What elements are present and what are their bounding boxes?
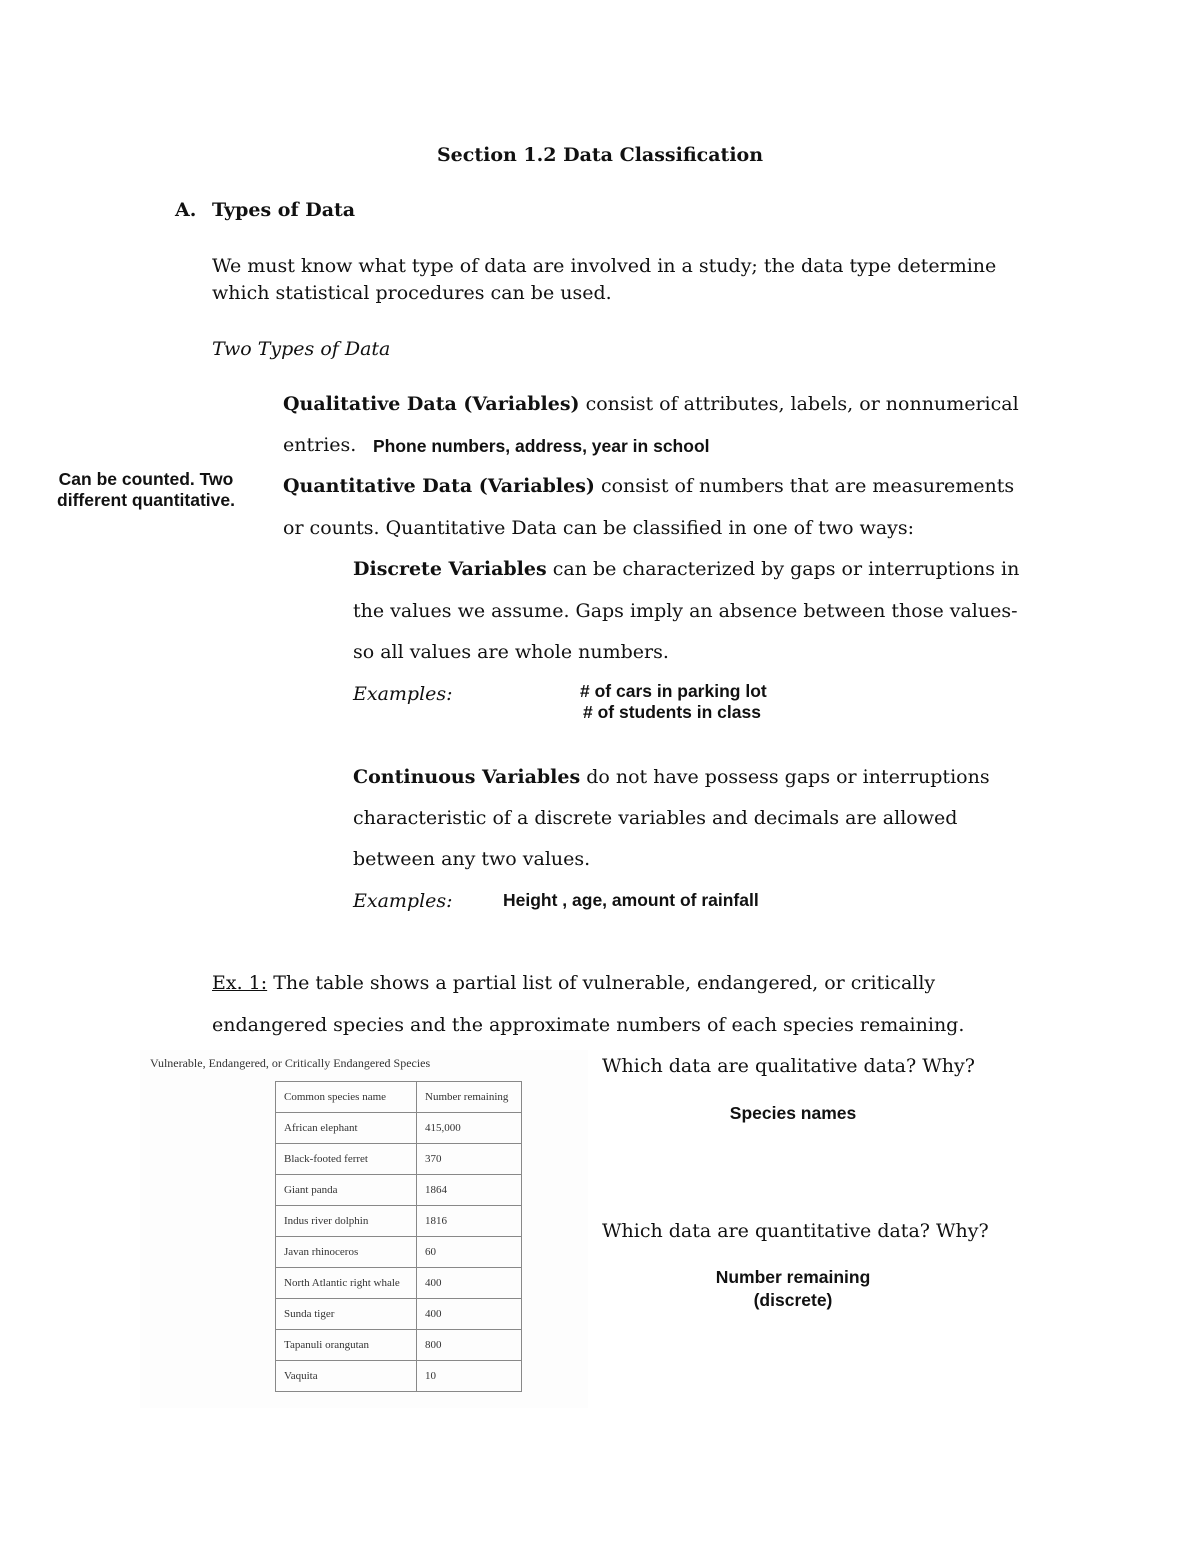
answer-quantitative: Number remaining (discrete) (715, 1267, 871, 1310)
question-quantitative: Which data are quantitative data? Why? (602, 1220, 989, 1242)
intro-line-2: which statistical procedures can be used. (212, 282, 612, 304)
continuous-definition-line-2: characteristic of a discrete variables and decimals are allowed (353, 807, 958, 829)
number-remaining-cell: 800 (417, 1330, 522, 1361)
example-1-intro-line-2: endangered species and the approximate numbers of each species remaining. (212, 1014, 965, 1036)
species-name-cell: Vaquita (276, 1361, 417, 1392)
number-remaining-cell: 1816 (417, 1206, 522, 1237)
intro-line-1: We must know what type of data are involved in a study; the data type determine (212, 255, 997, 277)
table-row (276, 1113, 522, 1144)
discrete-example-2: # of students in class (583, 702, 761, 722)
number-remaining-cell: 1864 (417, 1175, 522, 1206)
two-types-label: Two Types of Data (212, 338, 391, 360)
example-1-intro: Ex. 1: The table shows a partial list of vulnerable, endangered, or critically (212, 972, 936, 994)
quantitative-definition: Quantitative Data (Variables) consist of numbers that are measurements (283, 475, 1015, 497)
table-row (276, 1144, 522, 1175)
column-header: Common species name (276, 1082, 417, 1113)
discrete-definition-line-3: so all values are whole numbers. (353, 641, 669, 663)
species-table-figure (140, 1050, 588, 1408)
margin-note: Can be counted. Two different quantitative. (57, 469, 235, 510)
qualitative-term: Qualitative Data (Variables) (283, 393, 580, 415)
discrete-definition-line-2: the values we assume. Gaps imply an absence between those values- (353, 600, 1018, 622)
species-name-cell: Giant panda (276, 1175, 417, 1206)
species-name-cell: Black-footed ferret (276, 1144, 417, 1175)
number-remaining-cell: 415,000 (417, 1113, 522, 1144)
table-row (276, 1237, 522, 1268)
section-heading (175, 199, 196, 221)
quantitative-term: Quantitative Data (Variables) (283, 475, 595, 497)
answer-qualitative: Species names (729, 1103, 857, 1123)
table-header-row (276, 1082, 522, 1113)
page-title: Section 1.2 Data Classification (436, 144, 764, 166)
table-row (276, 1330, 522, 1361)
number-remaining-cell: 370 (417, 1144, 522, 1175)
continuous-examples-label: Examples: (353, 890, 453, 912)
species-name-cell: Javan rhinoceros (276, 1237, 417, 1268)
continuous-examples: Height , age, amount of rainfall (503, 890, 759, 910)
table-row (276, 1206, 522, 1237)
discrete-definition: Discrete Variables can be characterized by gaps or interruptions in (353, 558, 1020, 580)
example-label: Ex. 1: (212, 972, 268, 994)
species-name-cell: Tapanuli orangutan (276, 1330, 417, 1361)
number-remaining-cell: 60 (417, 1237, 522, 1268)
section-heading-text: Types of Data (212, 199, 356, 221)
table-row (276, 1268, 522, 1299)
table-caption: Vulnerable, Endangered, or Critically Endangered Species (150, 1056, 431, 1070)
heading-marker: A. (175, 199, 197, 221)
species-name-cell: Sunda tiger (276, 1299, 417, 1330)
number-remaining-cell: 10 (417, 1361, 522, 1392)
number-remaining-cell: 400 (417, 1299, 522, 1330)
species-name-cell: North Atlantic right whale (276, 1268, 417, 1299)
table-row (276, 1361, 522, 1392)
qualitative-definition: Qualitative Data (Variables) consist of attributes, labels, or nonnumerical (283, 393, 1019, 415)
qualitative-handwritten-note: Phone numbers, address, year in school (373, 436, 710, 456)
number-remaining-cell: 400 (417, 1268, 522, 1299)
continuous-definition-line-3: between any two values. (353, 848, 591, 870)
column-header: Number remaining (417, 1082, 522, 1113)
species-name-cell: African elephant (276, 1113, 417, 1144)
discrete-example-1: # of cars in parking lot (580, 681, 767, 701)
continuous-term: Continuous Variables (353, 766, 581, 788)
species-table (275, 1081, 522, 1392)
discrete-examples-label: Examples: (353, 683, 453, 705)
continuous-definition: Continuous Variables do not have possess gaps or interruptions (353, 766, 990, 788)
qualitative-definition-line-2: entries. (283, 434, 357, 456)
table-row (276, 1299, 522, 1330)
discrete-term: Discrete Variables (353, 558, 547, 580)
species-name-cell: Indus river dolphin (276, 1206, 417, 1237)
quantitative-definition-line-2: or counts. Quantitative Data can be classified in one of two ways: (283, 517, 915, 539)
question-qualitative: Which data are qualitative data? Why? (602, 1055, 975, 1077)
table-row (276, 1175, 522, 1206)
